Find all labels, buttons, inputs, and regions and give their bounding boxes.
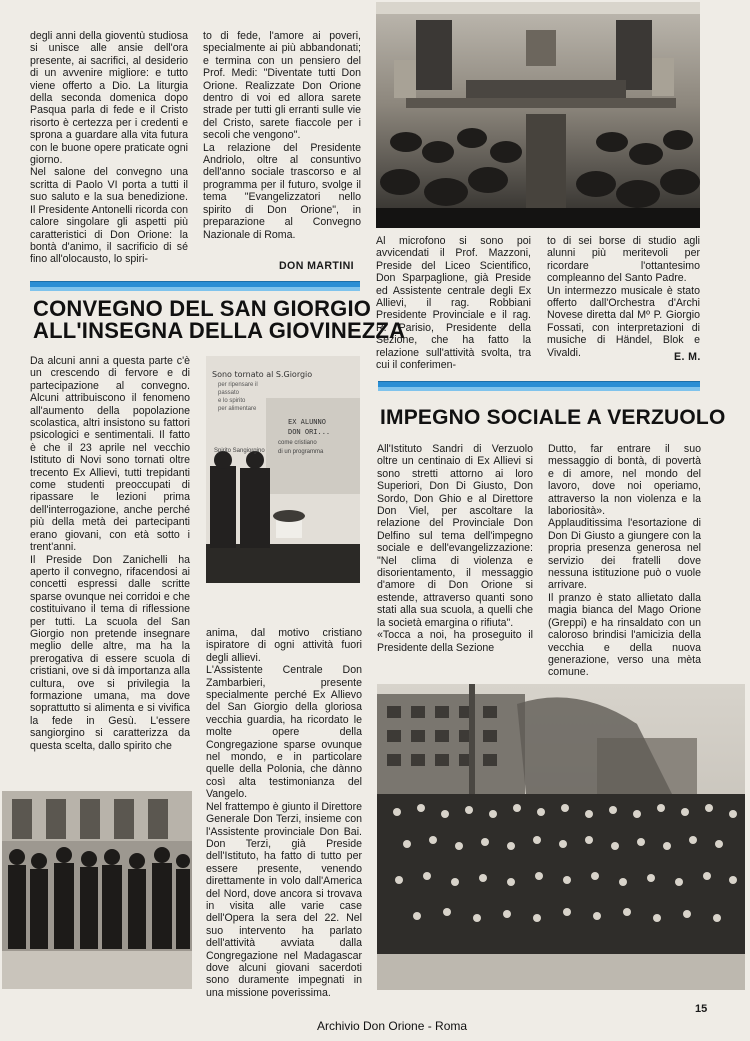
sign-board-photo: [206, 356, 360, 583]
top-article-col2: to di fede, l'amore ai poveri, specialmente ai più abbandonati; e termina con un pensiero del Prof. Medi: "Diventate tutti Don Orione. Realizzate Don Orione dentro di voi ed allora sarete strade per tutti gli erranti sulle vie del Cristo, sarete fiaccole per i secoli che vengono". La relazione del Presidente Andriolo, oltre al consuntivo dell'anno sociale trascorso e al programma per il futuro, svolge il tema "Evangelizzatori nello spirito di Don Orione", in preparazione al Convegno Nazionale di Roma.: [203, 30, 361, 241]
sign-small-caption: Spirito Sangiorgino: [214, 448, 265, 454]
hall-caption-signature: E. M.: [674, 351, 701, 363]
verzuolo-group-photo: [377, 684, 745, 990]
board-line-2: DON ORI...: [288, 428, 331, 436]
san-giorgio-title-line1: CONVEGNO DEL SAN GIORGIO: [33, 296, 372, 321]
top-article-signature: DON MARTINI: [279, 260, 355, 272]
top-article-col1: degli anni della gioventù studiosa si unisce alle ansie dell'ora presente, ai sacrifici, al desiderio di un avvenire migliore: e tutto viene offerto a Dio. La liturgia della seconda domenica dopo Pasqua parla di fede e il Cristo risorto è certezza per i credenti e sprona a guardare alla vita futura con le buone opere praticate ogni giorno. Nel salone del convegno una scritta di Paolo VI porta a tutti il suo saluto e la sua benedizione. Il Presidente Antonelli ricorda con calore singolare gli aspetti più caratteristici di Don Orione: la bontà d'animo, il sacrificio di sé fino all'olocausto, lo spiri-: [30, 30, 188, 266]
san-giorgio-title-line2: ALL'INSEGNA DELLA GIOVINEZZA: [33, 318, 406, 343]
page-number: 15: [695, 1003, 708, 1015]
sign-line-2: passato: [218, 390, 240, 396]
sign-line-3: e lo spirito: [218, 398, 246, 404]
sign-line-4: per alimentare: [218, 406, 257, 412]
san-giorgio-rule: [30, 281, 360, 291]
board-line-1: EX ALUNNO: [288, 418, 326, 426]
sign-title: Sono tornato al S.Giorgio: [212, 370, 313, 379]
archive-label: Archivio Don Orione - Roma: [317, 1019, 468, 1033]
conference-hall-photo: [376, 2, 700, 228]
sign-line-1: per ripensare il: [218, 382, 258, 388]
san-giorgio-col1: Da alcuni anni a questa parte c'è un crescendo di fervore e di partecipazione al convegno. Alcuni attribuiscono il fenomeno all'aumento della popolazione scolastica, altri insistono su fattori psicologici e sentimentali. Il fatto è che il 23 aprile nel vecchio Istituto di Novi sono tornati oltre trecento Ex Allievi, tutti trepidanti come studenti preoccupati di ripassare le lezioni prima dell'interrogazione, anche perché più della metà dei partecipanti erano giovani, con età sotto i trent'anni. Il Preside Don Zanichelli ha aperto il convegno, rifacendosi ai concetti espressi dalle scritte sparse ovunque nei corridoi e che costituivano il tema di riflessione per tutti. La scuola del San Giorgio non pretende insegnare meglio delle altre, ma ha la prerogativa di essere scuola di cristiani, ove si dà importanza alla cultura, ove si privilegia la formazione umana, ma dove soprattutto si alimenta e si vivifica la fede in Gesù. L'essere sangiorgino si caratterizza da questa scelta, dallo spirito che: [30, 355, 190, 752]
hall-caption-col1: Al microfono si sono poi avvicendati il Prof. Mazzoni, Preside del Liceo Scientifico, Don Sparpaglione, già Preside ed Assistente centrale degli Ex Allievi, il rag. Robbiani Presidente Provinciale e il rag. R. Parisio, Presidente della Sezione, che ha fatto la relazione sull'attività svolta, tra cui il conferimen-: [376, 235, 531, 372]
board-line-4: di un programma: [278, 449, 324, 455]
verzuolo-title: IMPEGNO SOCIALE A VERZUOLO: [380, 406, 726, 429]
hall-caption-col2: to di sei borse di studio agli alunni più meritevoli per ricordare l'ottantesimo compleanno del Santo Padre. Un intermezzo musicale è stato offerto dall'Orchestra d'Archi Novese diretta dal Mº P. Giorgio Fossati, con interpretazioni di musiche di Händel, Blok e Vivaldi.: [547, 235, 700, 359]
verzuolo-col2: Dutto, far entrare il suo messaggio di bontà, di povertà e di amore, nel mondo del lavoro, dove noi operiamo, attraverso la non violenza e la laboriosità». Applauditissima l'esortazione di Don Di Giusto a giungere con la propria presenza generosa nel servizio dei fratelli dove nessuna istituzione può o vuole arrivare. Il pranzo è stato allietato dalla magia bianca del Mago Orione (Greppi) e ha rinsaldato con un caloroso brindisi l'amicizia della vecchia e della nuova generazione, verso una mèta comune.: [548, 443, 701, 679]
verzuolo-rule: [378, 381, 700, 391]
san-giorgio-col2: anima, dal motivo cristiano ispiratore di ogni attività fuori degli allievi. L'Assistente Centrale Don Zambarbieri, presente specialmente perché Ex Allievo del San Giorgio della gloriosa vecchia guardia, ha ricordato le molte opere della Congregazione sparse ovunque nel mondo, e in particolare quelle della Polonia, che dànno così alta testimonianza del Vangelo. Nel frattempo è giunto il Direttore Generale Don Terzi, insieme con l'Assistente provinciale Don Bai. Don Terzi, già Preside dell'Istituto, ha fatto di tutto per essere presente, venendo direttamente in volo dall'America del Nord, dove ancora si trovava in visita alle varie case dell'Opera la sera del 22. Nel suo intervento ha parlato dell'attività avviata dalla Congregazione nel Madagascar dove alcuni giovani sacerdoti sono duramente impegnati in una missione poverissima.: [206, 627, 362, 999]
verzuolo-col1: All'Istituto Sandri di Verzuolo oltre un centinaio di Ex Allievi si sono stretti attorno ai loro Superiori, Don Di Giusto, Don Sordo, Don Ghio e al Direttore Don Viel, per ascoltare la relazione del Provinciale Don Delfino sul tema dell'impegno sociale e dell'evangelizzazione: "Nel clima di violenza e disorientamento, il messaggio d'amore di Don Orione si estende, attraverso quanti sono stati alla sua scuola, a quelli che la società emargina o rifiuta". «Tocca a noi, ha proseguito il Presidente della Sezione: [377, 443, 533, 654]
group-standing-photo: [2, 791, 192, 989]
board-line-3: come cristiano: [278, 440, 317, 446]
